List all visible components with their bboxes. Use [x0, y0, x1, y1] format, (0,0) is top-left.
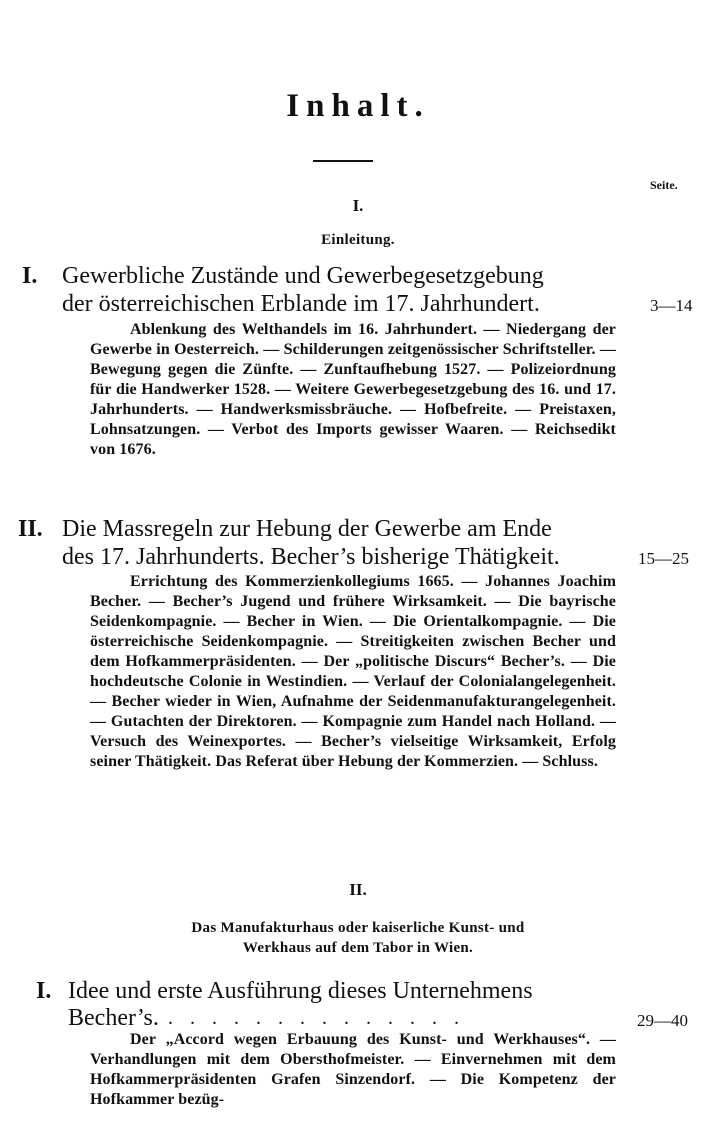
page-column-label: Seite.: [650, 178, 678, 192]
chapter-2-1-pages: 29—40: [637, 1011, 688, 1030]
chapter-1-2-pages: 15—25: [638, 549, 689, 568]
title-divider: [313, 160, 373, 162]
chapter-1-2-summary: Errichtung des Kommerzienkollegiums 1665. — Johannes Joachim Becher. — Becher’s Jugend und frühere Wirksamkeit. — Die bayrische Seidenkompagnie. — Becher in Wien. — Die Orientalkompagnie. — Die österreichische Seidenkompagnie. — Streitigkeiten zwischen Becher und dem Hofkammerpräsidenten. — Der „politische Discurs“ Becher’s. — Die hochdeutsche Colonie in Westindien. — Verlauf der Colonialangelegenheit. — Becher wieder in Wien, Aufnahme der Seidenmanufakturangelegenheit. — Gutachten der Direktoren. — Kompagnie zum Handel nach Holland. — Versuch des Weinexportes. — Becher’s vielseitige Wirksamkeit, Erfolg seiner Thätigkeit. Das Referat über Hebung der Kommerzien. — Schluss.: [90, 573, 616, 770]
chapter-1-1-title-line-1[interactable]: Gewerbliche Zustände und Gewerbegesetzgebung: [62, 263, 544, 289]
chapter-1-1-title-line-2[interactable]: der österreichischen Erblande im 17. Jahrhundert.: [62, 291, 540, 317]
part-1-title: Einleitung.: [321, 232, 395, 248]
part-2-title: [0, 918, 716, 958]
part-1-number: I.: [352, 196, 364, 215]
chapter-1-2-title-line-1[interactable]: Die Massregeln zur Hebung der Gewerbe am Ende: [62, 516, 552, 542]
chapter-2-1-title-line-1[interactable]: Idee und erste Ausführung dieses Unternehmens: [68, 978, 533, 1004]
chapter-1-1-summary: Ablenkung des Welthandels im 16. Jahrhundert. — Niedergang der Gewerbe in Oesterreich. — Schilderungen zeitgenössischer Schriftsteller. — Bewegung gegen die Zünfte. — Zunftaufhebung 1527. — Polizeiordnung für die Handwerker 1528. — Weitere Gewerbegesetzgebung des 16. und 17. Jahrhunderts. — Handwerksmissbräuche. — Hofbefreite. — Preistaxen, Lohnsatzungen. — Verbot des Imports gewisser Waaren. — Reichsedikt von 1676.: [90, 321, 616, 458]
part-2-number: II.: [349, 880, 367, 899]
page-title: Inhalt.: [286, 88, 430, 124]
chapter-2-1-summary: Der „Accord wegen Erbauung des Kunst- und Werkhauses“. — Verhandlungen mit dem Obersthofmeister. — Einvernehmen mit dem Hofkammerpräsidenten Grafen Sinzendorf. — Die Kompetenz der Hofkammer bezüg-: [90, 1031, 616, 1108]
chapter-1-2-number: II.: [18, 516, 43, 542]
chapter-1-1-pages: 3—14: [650, 296, 693, 315]
part-2-title-line-1: Das Manufakturhaus oder kaiserliche Kunst- und: [191, 920, 525, 936]
chapter-2-1-number: I.: [36, 978, 52, 1004]
chapter-2-1-dot-leader: . . . . . . . . . . . . . .: [168, 1007, 465, 1029]
chapter-2-1-title-line-2[interactable]: Becher’s.: [68, 1005, 159, 1031]
chapter-1-2-title-line-2[interactable]: des 17. Jahrhunderts. Becher’s bisherige Thätigkeit.: [62, 544, 560, 570]
part-2-title-line-2: Werkhaus auf dem Tabor in Wien.: [242, 940, 474, 956]
chapter-1-1-number: I.: [22, 263, 38, 289]
